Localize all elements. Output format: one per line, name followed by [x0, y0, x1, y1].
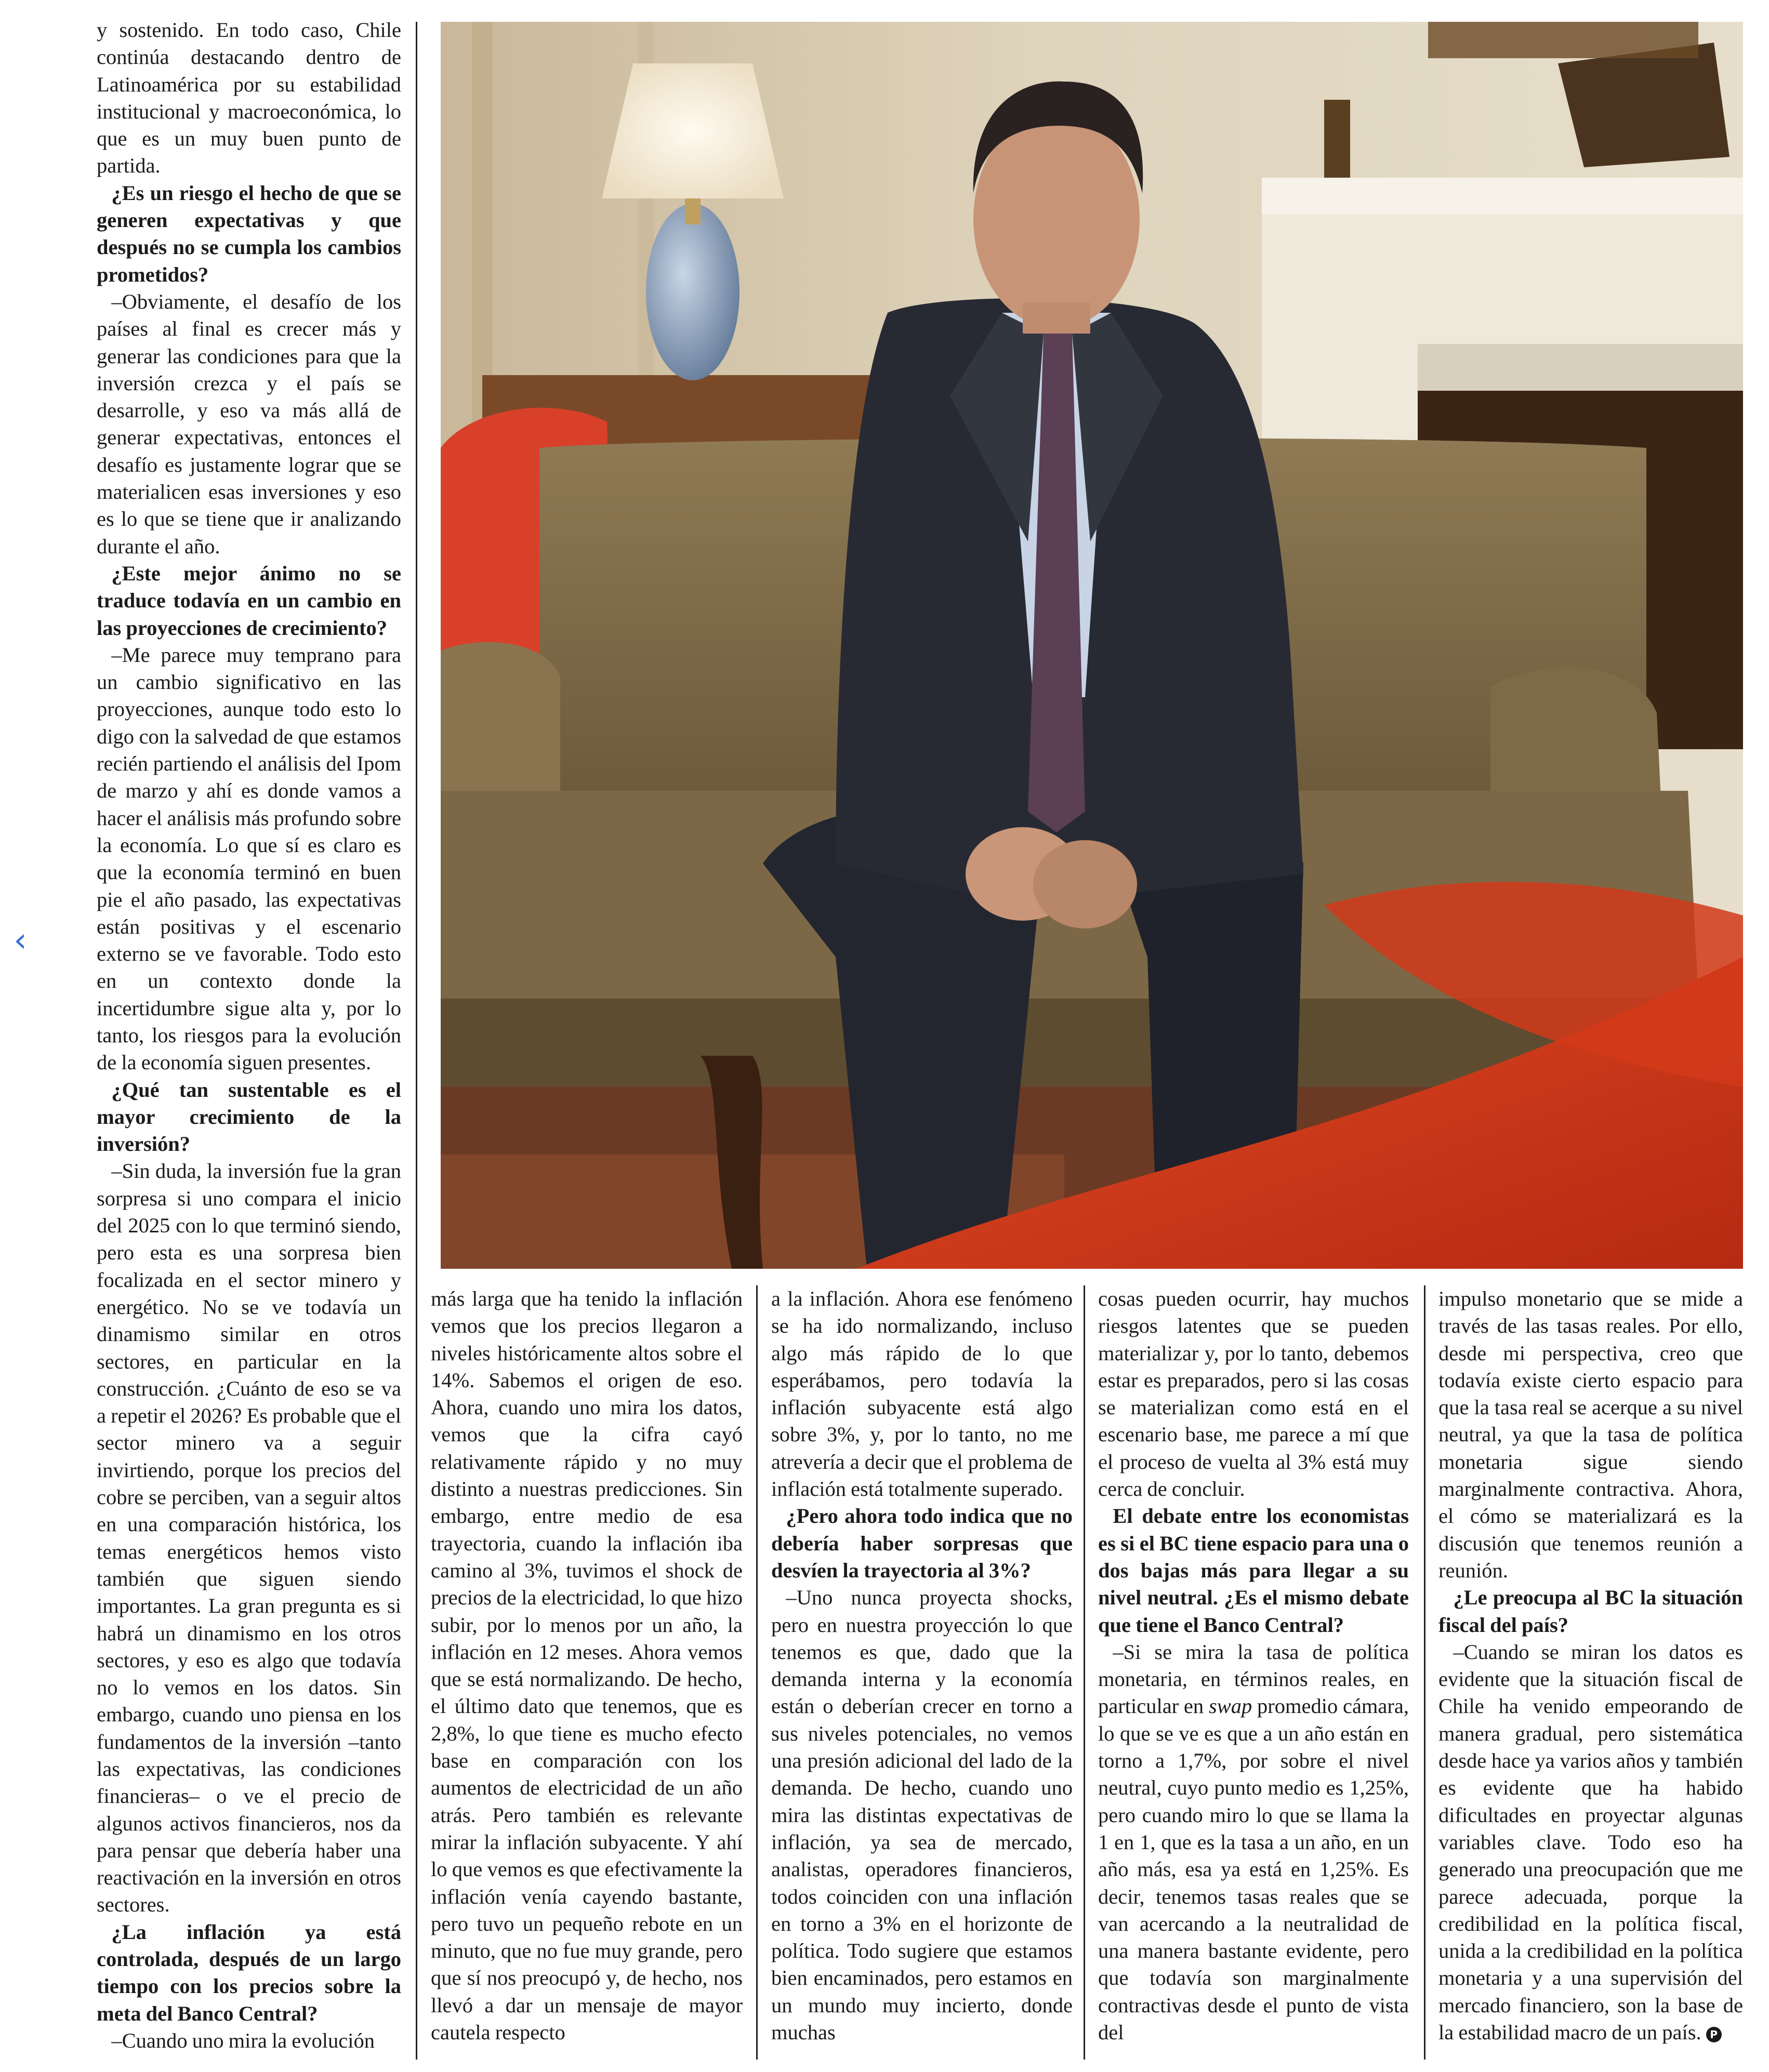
interview-answer: cosas pueden ocurrir, hay muchos riesgos latentes que se pueden materializar y, por lo tanto, debemos estar es preparados, pero si las cosas se materializan como está en el escenario base, me parece a mí que el proceso de vuelta al 3% está muy cerca de concluir. — [1098, 1287, 1409, 1501]
interview-answer: –Sin duda, la inversión fue la gran sorpresa si uno compara el inicio del 2025 con lo que terminó siendo, pero esta es una sorpresa bien focalizada en el sector minero y energético. No se ve todavía un dinamismo similar en otros sectores, en particular en la construcción. ¿Cuánto de eso se va a repetir el 2026? Es probable que el sector minero va a seguir invirtiendo, porque los precios del cobre se perciben, van a seguir altos en una comparación histórica, los temas energéticos hemos visto también que siguen siendo importantes. La gran pregunta es si habrá un dinamismo en los otros sectores, y eso es algo que todavía no lo vemos en los datos. Sin embargo, cuando uno piensa en los fundamentos de la inversión –tanto las expectativas, las condiciones financieras– o ve el precio de algunos activos financieros, nos da para pensar que debería haber una reactivación en la inversión en otros sectores. — [97, 1159, 401, 1917]
article-column-1 — [97, 17, 401, 2069]
italic-term: swap — [1208, 1694, 1252, 1718]
article-column-3 — [771, 1285, 1073, 2060]
interview-answer: –Si se mira la tasa de política monetaria, en términos reales, en particular en swap promedio cámara, lo que se ve es que a un año están en torno a 1,7%, por sobre el nivel neutral, cuyo punto medio es 1,25%, pero cuando miro lo que se llama la 1 en 1, que es la tasa a un año, en un año más, esa ya está en 1,25%. Es decir, tenemos tasas reales que se van acercando a la neutralidad de una manera bastante evidente, pero que todavía son marginalmente contractivas desde el punto de vista del — [1098, 1640, 1409, 2044]
interview-answer: –Obviamente, el desafío de los países al final es crecer más y generar las condiciones para que la inversión crezca y el país se desarrolle, y eso va más allá de generar expectativas, entonces el desafío es justamente lograr que se materialicen esas inversiones y eso es lo que se tiene que ir analizando durante el año. — [97, 289, 401, 558]
interview-answer: y sostenido. En todo caso, Chile continúa destacando dentro de Latinoamérica por su estabilidad institucional y macroeconómica, lo que es un muy buen punto de partida. — [97, 18, 401, 178]
column-divider — [416, 1285, 417, 2060]
interview-question: ¿Qué tan sustentable es el mayor crecimiento de la inversión? — [97, 1078, 401, 1156]
column-divider — [756, 1285, 758, 2060]
interview-answer: impulso monetario que se mide a través de las tasas reales. Por ello, desde mi perspectiva, creo que todavía existe cierto espacio para que la tasa real se acerque a su nivel neutral, ya que la tasa de política monetaria sigue siendo marginalmente contractiva. Ahora, el cómo se materializará es la discusión que tenemos reunión a reunión. — [1438, 1287, 1743, 1582]
previous-page-chevron-icon[interactable]: ‹ — [14, 921, 27, 960]
interview-answer: a la inflación. Ahora ese fenómeno se ha ido normalizando, incluso algo más rápido de lo que esperábamos, pero todavía la inflación subyacente está algo sobre 3%, y, por lo tanto, no me atrevería a decir que el problema de inflación está totalmente superado. — [771, 1287, 1073, 1501]
article-column-2 — [431, 1285, 743, 2060]
column-divider — [1424, 1285, 1425, 2060]
interview-answer: más larga que ha tenido la inflación vemos que los precios llegaron a niveles históricamente altos sobre el 14%. Sabemos el origen de eso. Ahora, cuando uno mira los datos, vemos que la cifra cayó relativamente rápido y no muy distinto a nuestras predicciones. Sin embargo, entre medio de esa trayectoria, cuando la inflación iba camino al 3%, tuvimos el shock de precios de la electricidad, lo que hizo subir, por lo menos por un año, la inflación en 12 meses. Ahora vemos que se está normalizando. De hecho, el último dato que tenemos, que es 2,8%, lo que tiene es mucho efecto base en comparación con los aumentos de electricidad de un año atrás. Pero también es relevante mirar la inflación subyacente. Y ahí lo que vemos es que efectivamente la inflación venía cayendo bastante, pero tuvo un pequeño rebote en un minuto, que no fue muy grande, pero que sí nos preocupó y, de hecho, nos llevó a dar un mensaje de mayor cautela respecto — [431, 1287, 743, 2044]
column-divider — [1084, 1285, 1085, 2060]
end-of-article-icon: P — [1706, 2027, 1722, 2042]
interview-question: ¿Es un riesgo el hecho de que se generen expectativas y que después no se cumpla los cambios prometidos? — [97, 181, 401, 286]
interview-question: ¿Pero ahora todo indica que no debería haber sorpresas que desvíen la trayectoria al 3%? — [771, 1504, 1073, 1582]
interview-question: ¿La inflación ya está controlada, después de un largo tiempo con los precios sobre la meta del Banco Central? — [97, 1920, 401, 2025]
interview-answer: –Cuando uno mira la evolución — [111, 2028, 375, 2052]
article-column-5 — [1438, 1285, 1743, 2060]
interview-question: ¿Le preocupa al BC la situación fiscal del país? — [1438, 1586, 1743, 1637]
interview-question: ¿Este mejor ánimo no se traduce todavía en un cambio en las proyecciones de crecimiento? — [97, 561, 401, 640]
portrait-photo — [441, 22, 1743, 1269]
interview-question: El debate entre los economistas es si el BC tiene espacio para una o dos bajas más para llegar a su nivel neutral. ¿Es el mismo debate que tiene el Banco Central? — [1098, 1504, 1409, 1637]
article-column-4 — [1098, 1285, 1409, 2060]
interview-answer: –Cuando se miran los datos es evidente que la situación fiscal de Chile ha venido empeorando de manera gradual, pero sistemática desde hace ya varios años y también es evidente que ha habido dificultades en proyectar algunas variables clave. Todo eso ha generado una preocupación que me parece adecuada, porque la credibilidad en la política fiscal, unida a la credibilidad en la política monetaria y a una supervisión del mercado financiero, son la base de la estabilidad macro de un país. P — [1438, 1640, 1743, 2044]
interview-answer: –Me parece muy temprano para un cambio significativo en las proyecciones, aunque todo esto lo digo con la salvedad de que estamos recién partiendo el análisis del Ipom de marzo y ahí es donde vamos a hacer el análisis más profundo sobre la economía. Lo que sí es claro es que la economía terminó en buen pie el año pasado, las expectativas están positivas y el escenario externo se ve favorable. Todo esto en un contexto donde la incertidumbre sigue alta y, por lo tanto, los riesgos para la evolución de la economía siguen presentes. — [97, 643, 401, 1074]
interview-answer: –Uno nunca proyecta shocks, pero en nuestra proyección lo que tenemos es que, dado que la demanda interna y la economía están o deberían crecer en torno a sus niveles potenciales, no vemos una presión adicional del lado de la demanda. De hecho, cuando uno mira las distintas expectativas de inflación, ya sea de mercado, analistas, operadores financieros, todos coinciden con una inflación en torno a 3% en el horizonte de política. Todo sugiere que estamos bien encaminados, pero estamos en un mundo muy incierto, donde muchas — [771, 1586, 1073, 2044]
